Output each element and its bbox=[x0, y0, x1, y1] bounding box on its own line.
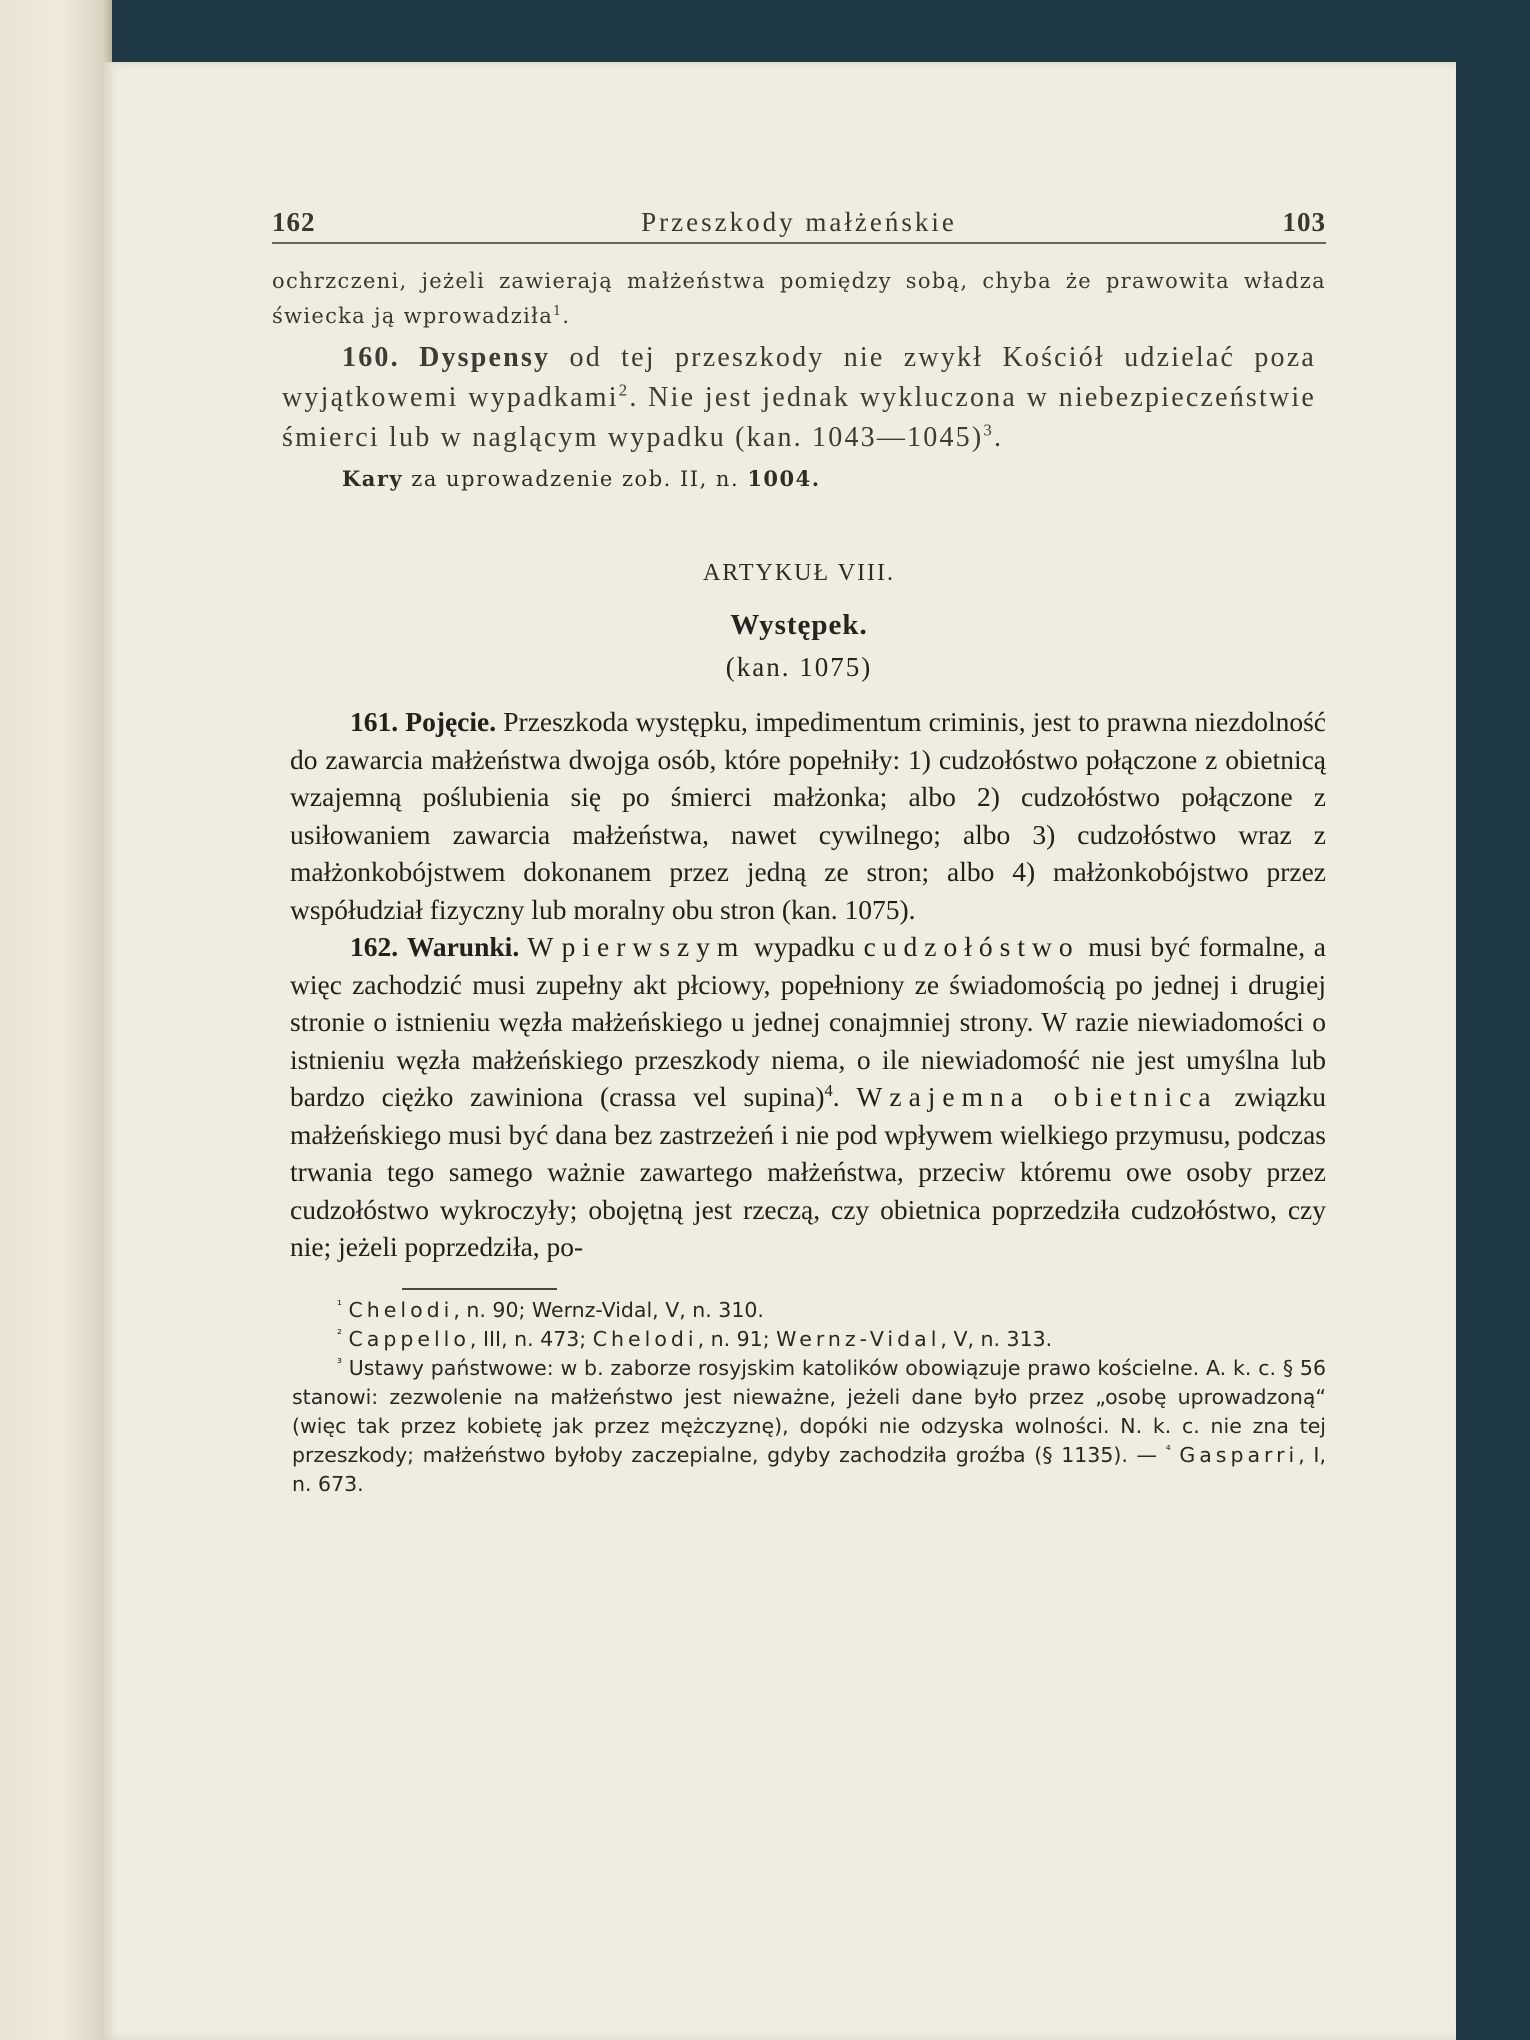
paragraph-161 bbox=[290, 703, 1326, 928]
paragraph-number: 160. bbox=[342, 342, 400, 373]
footnote-text: Ustawy państwowe: w b. zaborze rosyjskim katolików obowiązuje prawo kościelne. A. k. c. § 56 stanowi: zezwolenie na małżeństwo jest nieważne, jeżeli dane było przez „osobę uprowadzoną“ (więc tak przez kobietę jak przez mężczyznę), dopóki nie odzyska wolności. N. k. c. nie zna tej przeszkody; małżeństwo byłoby zaczepialne, gdyby zachodziła groźba (§ 1135). — bbox=[292, 1355, 1326, 1467]
footnote-ref: 1 bbox=[553, 303, 563, 318]
footnote-mark: ³ bbox=[337, 1355, 342, 1370]
running-title: Przeszkody małżeńskie bbox=[641, 207, 957, 237]
page-number: 103 bbox=[1282, 207, 1326, 237]
paragraph-text: za uprowadzenie zob. II, n. bbox=[403, 467, 748, 491]
footnote-ref: 4 bbox=[824, 1080, 833, 1100]
footnote-mark: ⁴ bbox=[1165, 1442, 1171, 1457]
article-body bbox=[290, 703, 1326, 1266]
spaced-emphasis: pierwszym bbox=[561, 931, 746, 962]
paragraph-160 bbox=[282, 338, 1316, 458]
paragraph-text: . Nie jest jednak wykluczona w niebezpieczeństwie śmierci lub w naglącym wypadku (kan. 1043—1045) bbox=[282, 382, 1317, 453]
footnote-3-4 bbox=[292, 1354, 1326, 1499]
paragraph-number: 162. bbox=[350, 931, 399, 962]
article-label: ARTYKUŁ VIII. bbox=[702, 560, 896, 586]
paragraph-lead: Dyspensy bbox=[419, 342, 551, 373]
paragraph-lead: Warunki. bbox=[406, 931, 520, 962]
paragraph-text: musi być formalne, a więc zachodzić musi zupełny akt płciowy, popełniony ze świadomością po jednej i drugiej stronie o istnieniu węzła małżeńskiego u jednej conajmniej strony. W razie niewiadomości o istnieniu węzła małżeńskiego przeszkody niema, o ile niewiadomość nie jest umyślna lub bardzo ciężko zawiniona (crassa vel supina) bbox=[290, 931, 1327, 1112]
paragraph-text: od tej przeszkody nie zwykł Kościół udzielać poza wyjątkowemi wypadkami bbox=[282, 342, 1316, 413]
footnote-divider bbox=[402, 1288, 557, 1290]
paragraph-text: W bbox=[519, 931, 562, 962]
author-name: Chelodi bbox=[592, 1326, 698, 1351]
page-content bbox=[272, 207, 1326, 1499]
footnote-text: , V, n. 313. bbox=[940, 1326, 1053, 1351]
footnote-1 bbox=[292, 1296, 1326, 1325]
punctuation: . bbox=[993, 422, 1004, 453]
spaced-emphasis: cudzołóstwo bbox=[863, 931, 1080, 962]
footnote-text: , I, n. 673. bbox=[292, 1442, 1326, 1496]
footnote-mark: ¹ bbox=[337, 1297, 342, 1312]
footnotes bbox=[292, 1296, 1326, 1499]
footnote-text: , n. 91; bbox=[697, 1326, 777, 1351]
article-canon: (kan. 1075) bbox=[725, 652, 873, 682]
author-name: Chelodi bbox=[348, 1297, 454, 1322]
paragraph-text: . bbox=[832, 1081, 857, 1112]
footnote-text: , V, n. 310. bbox=[652, 1297, 764, 1322]
facing-page bbox=[0, 0, 112, 2040]
section-number: 162 bbox=[272, 207, 316, 237]
spaced-emphasis: Wzajemna obietnica bbox=[856, 1081, 1218, 1112]
paragraph-text: Przeszkoda występku, impedimentum criminis, jest to prawna niezdolność do zawarcia małżeństwa dwojga osób, które popełniły: 1) cudzołóstwo połączone z obietnicą wzajemną poślubienia się po śmierci małżonka; albo 2) cudzołóstwo połączone z usiłowaniem zawarcia małżeństwa, nawet cywilnego; albo 3) cudzołóstwo wraz z małżonkobójstwem dokonanem przez jedną ze stron; albo 4) małżonkobójstwo przez współudział fizyczny lub moralny obu stron (kan. 1075). bbox=[290, 706, 1327, 925]
author-name: Gasparri bbox=[1179, 1442, 1299, 1467]
footnote-ref: 3 bbox=[983, 420, 994, 440]
running-header bbox=[272, 207, 1326, 244]
paragraph-lead: Kary bbox=[342, 466, 404, 491]
paragraph-lead: Pojęcie. bbox=[405, 706, 497, 737]
paragraph-number: 161. bbox=[350, 706, 399, 737]
author-name: Cappello bbox=[348, 1326, 470, 1351]
paragraph-162 bbox=[290, 928, 1326, 1266]
cross-reference: 1004. bbox=[747, 466, 821, 491]
footnote-text: , n. 90; bbox=[453, 1297, 532, 1322]
paragraph-continuation bbox=[272, 264, 1326, 334]
paragraph-text: związku małżeńskiego musi być dana bez zastrzeżeń i nie pod wpływem wielkiego przymusu, podczas trwania tego samego ważnie zawartego małżeństwa, przeciw któremu owe osoby przez cudzołóstwo wykroczyły; obojętną jest rzeczą, czy obietnica poprzedziła cudzołóstwo, czy nie; jeżeli poprzedziła, po- bbox=[290, 1081, 1326, 1262]
paragraph-text: wypadku bbox=[745, 931, 864, 962]
punctuation: . bbox=[562, 304, 571, 328]
paragraph-kary bbox=[272, 462, 1326, 496]
article-title: Występek. bbox=[730, 609, 868, 641]
author-name: Wernz-Vidal bbox=[531, 1297, 653, 1322]
footnote-ref: 2 bbox=[618, 380, 630, 400]
author-name: Wernz-Vidal bbox=[776, 1326, 941, 1351]
footnote-mark: ² bbox=[337, 1326, 342, 1341]
paragraph-text: ochrzczeni, jeżeli zawierają małżeństwa pomiędzy sobą, chyba że prawowita władza świecka ją wprowadziła bbox=[272, 269, 1326, 328]
footnote-2 bbox=[292, 1325, 1326, 1354]
footnote-text: , III, n. 473; bbox=[469, 1326, 593, 1351]
book-page bbox=[104, 62, 1456, 2040]
